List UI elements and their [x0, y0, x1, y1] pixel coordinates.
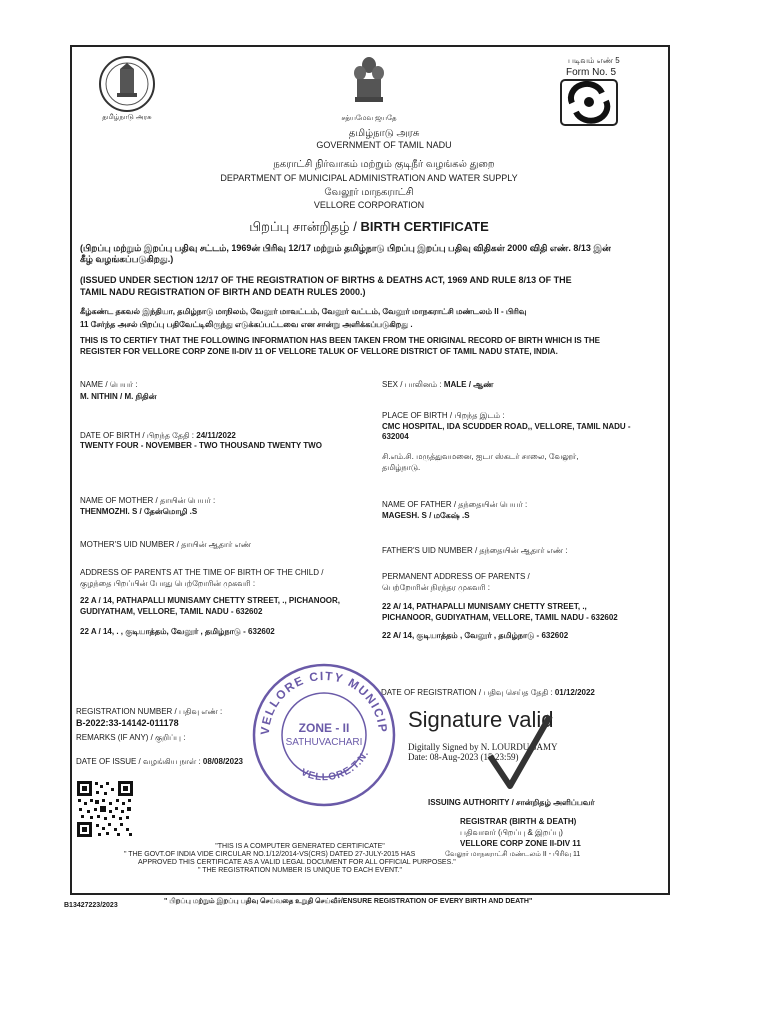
date-of-issue-value: 08/08/2023 [202, 757, 243, 766]
address-at-birth-tamil: 22 A / 14, . , குடியாத்தம், வேலூர் , தமிழ்நாடு - 632602 [80, 627, 275, 636]
dob-label-text: DATE OF BIRTH / பிறந்த தேதி : [80, 431, 197, 440]
registration-number-label: REGISTRATION NUMBER / பதிவு எண் : [76, 707, 223, 716]
certify-tamil-line2: 11 சேர்ந்த அசல் பிறப்பு பதிவேட்டிலிருந்து எடுக்கப்பட்டவை என சான்று அளிக்கப்படுகிறது . [80, 320, 413, 329]
signature-date: Date: 08-Aug-2023 (15:23:59) [408, 752, 519, 762]
father-uid-label: FATHER'S UID NUMBER / தந்தையின் ஆதார் எண் : [382, 546, 568, 555]
name-value: M. NITHIN / M. நிதின் [80, 392, 157, 401]
certificate-title [0, 219, 738, 236]
certificate-title-tamil: பிறப்பு சான்றிதழ் / [249, 219, 361, 234]
qr-code-icon [76, 780, 134, 838]
registration-date-label: DATE OF REGISTRATION / பதிவு செய்த தேதி : [381, 688, 555, 697]
mother-name-label: NAME OF MOTHER / தாயின் பெயர் : [80, 496, 216, 505]
footer-note-circular-line1: " THE GOVT.OF INDIA VIDE CIRCULAR NO.1/12/2014-VS(CRS) DATED 27-JULY-2015 HAS [124, 851, 416, 858]
corporation-title-tamil: வேலூர் மாநகராட்சி [324, 187, 414, 198]
crs-logo-icon [560, 79, 618, 126]
registration-date-value: 01/12/2022 [554, 688, 595, 697]
signature-signed-by: Digitally Signed by N. LOURDU SAMY [408, 742, 558, 752]
registrar-tamil: பதிவாளர் (பிறப்பு & இறப்பு) [460, 828, 563, 837]
certify-english-line1: THIS IS TO CERTIFY THAT THE FOLLOWING INFORMATION HAS BEEN TAKEN FROM THE ORIGINAL RECORD OF BIRTH WHICH IS THE [80, 336, 600, 345]
registrar-english: REGISTRAR (BIRTH & DEATH) [460, 817, 577, 826]
permanent-address-label-line1: PERMANENT ADDRESS OF PARENTS / [382, 572, 530, 581]
stamp-area: SATHUVACHARI [285, 737, 363, 748]
footer-note-circular-line2: APPROVED THIS CERTIFICATE AS A VALID LEGAL DOCUMENT FOR ALL OFFICIAL PURPOSES." [138, 859, 456, 866]
date-of-issue-label: DATE OF ISSUE / வழங்கிய நாள் : [76, 757, 203, 766]
document-id: B13427223/2023 [64, 902, 118, 909]
department-title: DEPARTMENT OF MUNICIPAL ADMINISTRATION AND WATER SUPPLY [220, 173, 518, 183]
date-of-issue [76, 757, 243, 767]
mother-uid-label: MOTHER'S UID NUMBER / தாயின் ஆதார் எண் [80, 540, 251, 549]
place-of-birth-tamil-line2: தமிழ்நாடு. [382, 463, 421, 472]
checkmark-icon [484, 712, 554, 792]
svg-text:VELLORE.T.N. [299, 749, 371, 784]
registration-date [381, 688, 595, 698]
corporation-title: VELLORE CORPORATION [313, 200, 425, 210]
signature-valid-title: Signature valid [408, 707, 554, 732]
municipal-seal-stamp [251, 662, 397, 808]
address-at-birth-english-line1: 22 A / 14, PATHAPALLI MUNISAMY CHETTY STREET, ., PICHANOOR, [80, 596, 341, 605]
national-emblem-icon [352, 55, 386, 113]
dob-in-words: TWENTY FOUR - NOVEMBER - TWO THOUSAND TWENTY TWO [80, 441, 322, 450]
father-name-label: NAME OF FATHER / தந்தையின் பெயர் : [382, 500, 528, 509]
preamble-english-line1: (ISSUED UNDER SECTION 12/17 OF THE REGISTRATION OF BIRTHS & DEATHS ACT, 1969 AND RULE 8/13 OF THE [80, 275, 572, 285]
dob-value: 24/11/2022 [196, 431, 236, 440]
father-name-value: MAGESH. S / மகேஷ் .S [382, 511, 470, 520]
registrar-zone-english: VELLORE CORP ZONE II-DIV 11 [460, 839, 581, 848]
certificate-title-english: BIRTH CERTIFICATE [360, 219, 489, 234]
dob-label [80, 431, 236, 441]
sex-label: SEX / பாலினம் : [382, 380, 444, 389]
address-at-birth-label-line2: குழந்தை பிறப்பின் போது பெற்றோரின் முகவரி : [80, 579, 256, 588]
footer-note-computer-generated: "THIS IS A COMPUTER GENERATED CERTIFICATE" [215, 843, 385, 850]
name-label: NAME / பெயர் : [80, 380, 138, 389]
tamil-nadu-emblem-icon [98, 55, 156, 113]
permanent-address-label-line2: பெற்றோரின் நிரந்தர முகவரி : [382, 583, 490, 592]
stamp-ring-text: VELLORE CITY MUNICIP [257, 668, 391, 736]
stamp-bottom-text: VELLORE.T.N. [299, 748, 372, 784]
permanent-address-english-line2: PICHANOOR, GUDIYATHAM, VELLORE, TAMIL NADU - 632602 [382, 613, 618, 622]
government-title: GOVERNMENT OF TAMIL NADU [316, 140, 452, 150]
place-of-birth-value-line2: 632004 [382, 432, 409, 441]
permanent-address-english-line1: 22 A/ 14, PATHAPALLI MUNISAMY CHETTY STREET, ., [382, 602, 587, 611]
place-of-birth-value-line1: CMC HOSPITAL, IDA SCUDDER ROAD,, VELLORE, TAMIL NADU - [382, 422, 631, 431]
issuing-authority: ISSUING AUTHORITY / சான்றிதழ் அளிப்பவர் [428, 798, 595, 807]
remarks-label: REMARKS (IF ANY) / குறிப்பு : [76, 733, 186, 742]
form-number: Form No. 5 [566, 67, 617, 78]
sex-field [382, 380, 493, 390]
stamp-zone: ZONE - II [298, 721, 350, 735]
national-emblem-caption: சத்யமேவ ஜயதே [341, 115, 397, 122]
government-title-tamil: தமிழ்நாடு அரசு [348, 128, 420, 139]
preamble-tamil-line1: (பிறப்பு மற்றும் இறப்பு பதிவு சட்டம், 1969ன் பிரிவு 12/17 மற்றும் தமிழ்நாடு பிறப்பு இறப்பு பதிவு விதிகள் 2000 விதி எண். 8/13 இன் [80, 243, 611, 253]
mother-name-value: THENMOZHI. S / தேன்மொழி .S [80, 507, 198, 516]
footer-slogan: " பிறப்பு மற்றும் இறப்பு பதிவு செய்வதை உறுதி செய்வீர்/ENSURE REGISTRATION OF EVERY BIRTH AND DEATH" [164, 898, 533, 905]
permanent-address-tamil: 22 A/ 14, குடியாத்தம் , வேலூர் , தமிழ்நாடு - 632602 [382, 631, 569, 640]
state-emblem-caption: தமிழ்நாடு அரசு [102, 114, 152, 121]
form-label-tamil: படிவம் எண் 5 [568, 56, 620, 65]
place-of-birth-tamil-line1: சி.எம்.சி. மருத்துவமனை, ஐடா ஸ்கடர் சாலை, வேலூர், [382, 452, 579, 461]
address-at-birth-label-line1: ADDRESS OF PARENTS AT THE TIME OF BIRTH OF THE CHILD / [80, 568, 324, 577]
certify-tamil-line1: கீழ்கண்ட தகவல் இந்தியா, தமிழ்நாடு மாநிலம், வேலூர் மாவட்டம், வேலூர் வட்டம், வேலூர் மாநகராட்சி மண்டலம் II - பிரிவு [80, 307, 527, 316]
sex-value: MALE / ஆண் [443, 380, 494, 389]
certify-english-line2: REGISTER FOR VELLORE CORP ZONE II-DIV 11 OF VELLORE TALUK OF VELLORE DISTRICT OF TAMIL NADU STATE, INDIA. [80, 347, 558, 356]
address-at-birth-english-line2: GUDIYATHAM, VELLORE, TAMIL NADU - 632602 [80, 607, 263, 616]
department-title-tamil: நகராட்சி நிர்வாகம் மற்றும் குடிநீர் வழங்கல் துறை [273, 159, 495, 170]
preamble-english-line2: TAMIL NADU REGISTRATION OF BIRTH AND DEATH RULES 2000.) [80, 287, 366, 297]
place-of-birth-label: PLACE OF BIRTH / பிறந்த இடம் : [382, 411, 505, 420]
footer-note-unique: " THE REGISTRATION NUMBER IS UNIQUE TO EACH EVENT." [198, 867, 402, 874]
registrar-zone-tamil: வேலூர் மாநகராட்சி மண்டலம் II - பிரிவு 11 [445, 851, 581, 858]
registration-number-value: B-2022:33-14142-011178 [76, 718, 179, 728]
preamble-tamil-line2: கீழ் வழங்கப்படுகிறது.) [80, 254, 174, 264]
